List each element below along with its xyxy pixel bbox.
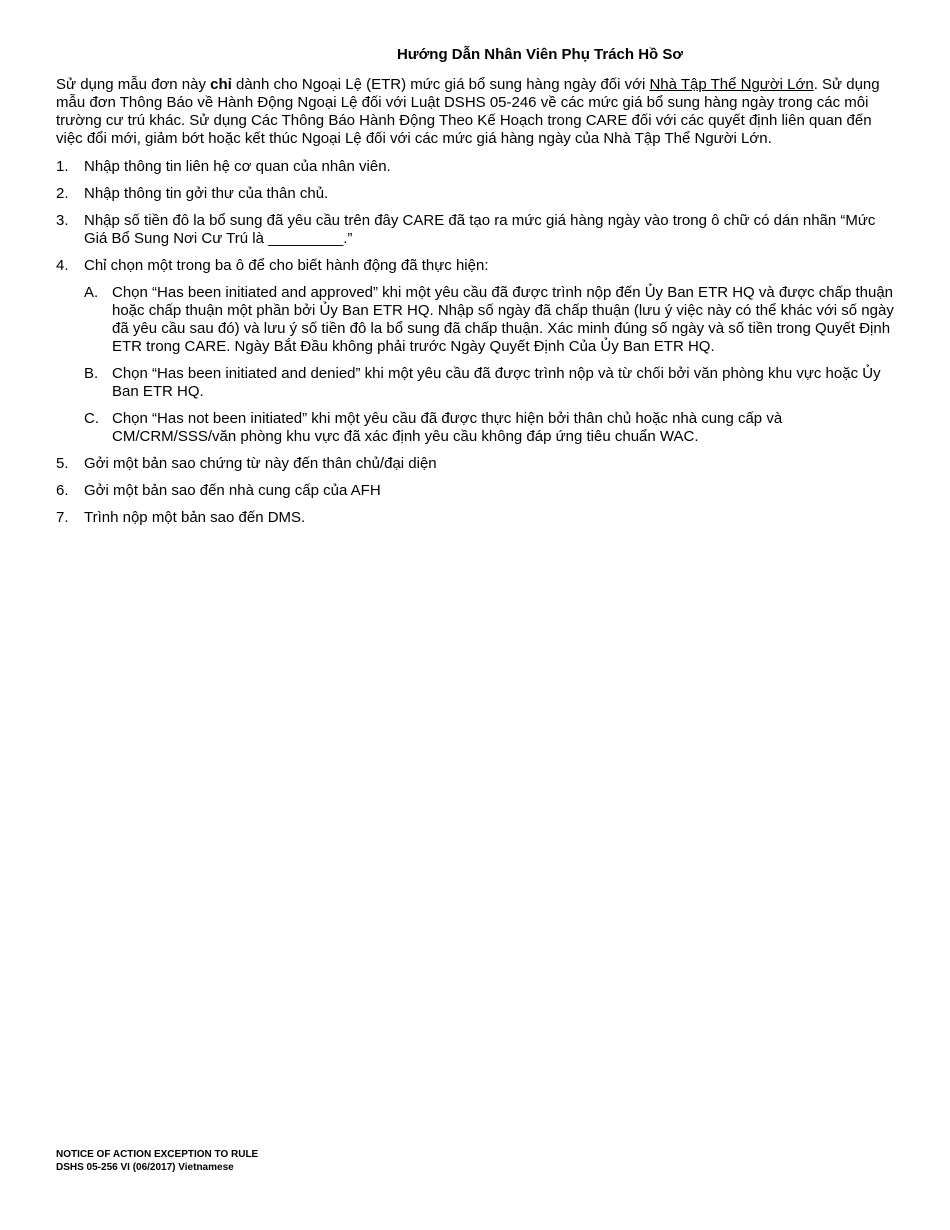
sub-list-item [84,284,894,356]
substep-letter: A. [84,284,99,301]
step-number: 6. [56,482,69,499]
step-text: Nhập số tiền đô la bổ sung đã yêu cầu trên đây CARE đã tạo ra mức giá hàng ngày vào trong ô chữ có dán nhãn “Mức Giá Bổ Sung Nơi Cư Trú là _________.” [84,212,876,247]
substep-text: Chọn “Has not been initiated” khi một yêu cầu đã được thực hiện bởi thân chủ hoặc nhà cung cấp và CM/CRM/SSS/văn phòng khu vực đã xác định yêu cầu không đáp ứng tiêu chuẩn WAC. [112,410,783,445]
intro-text-3: . Sử dụng mẫu đơn Thông Báo về Hành Động Ngoại Lệ đối với Luật DSHS 05-246 về các mức giá bổ sung hàng ngày trong các môi trường cư trú khác. Sử dụng Các Thông Báo Hành Động Theo Kế Hoạch trong CARE đối với các quyết định liên quan đến việc đổi mới, giảm bớt hoặc kết thúc Ngoại Lệ đối với các mức giá hàng ngày của Nhà Tập Thể Người Lớn. [56,76,880,147]
steps-list [56,158,894,527]
step-text: Trình nộp một bản sao đến DMS. [84,509,306,526]
step-text: Chỉ chọn một trong ba ô để cho biết hành động đã thực hiện: [84,257,489,274]
list-item [56,455,894,473]
substep-text: Chọn “Has been initiated and approved” khi một yêu cầu đã được trình nộp đến Ủy Ban ETR HQ và được chấp thuận hoặc chấp thuận một phần bởi Ủy Ban ETR HQ. Nhập số ngày đã chấp thuận (lưu ý việc này có thể khác với số ngày đã yêu cầu sau đó) và lưu ý số tiền đô la bổ sung đã chấp thuận. Xác minh đúng số ngày và số tiền trong Quyết Định ETR trong CARE. Ngày Bắt Đầu không phải trước Ngày Quyết Định Của Ủy Ban ETR HQ. [112,284,894,355]
intro-paragraph [56,76,894,148]
step-number: 2. [56,185,69,202]
substep-letter: B. [84,365,99,382]
intro-text-1: Sử dụng mẫu đơn này [56,76,211,93]
step-number: 5. [56,455,69,472]
substep-text: Chọn “Has been initiated and denied” khi một yêu cầu đã được trình nộp và từ chối bởi văn phòng khu vực hoặc Ủy Ban ETR HQ. [112,365,881,400]
intro-bold-text: chỉ [210,76,232,93]
sub-list-item [84,410,894,446]
step-number: 7. [56,509,69,526]
footer-form-title: NOTICE OF ACTION EXCEPTION TO RULE [56,1149,259,1160]
intro-text-2: dành cho Ngoại Lệ (ETR) mức giá bổ sung hàng ngày đối với [231,76,650,93]
step-number: 3. [56,212,69,229]
form-footer [56,1148,258,1174]
list-item [56,185,894,203]
list-item [56,158,894,176]
intro-underlined-text: Nhà Tập Thể Người Lớn [649,76,814,93]
list-item [56,509,894,527]
step-text: Nhập thông tin liên hệ cơ quan của nhân viên. [84,158,391,175]
step-number: 1. [56,158,69,175]
document-page [56,46,894,536]
list-item [56,257,894,446]
substeps-list [84,284,894,446]
page-title: Hướng Dẫn Nhân Viên Phụ Trách Hồ Sơ [396,46,684,63]
step-text: Nhập thông tin gởi thư của thân chủ. [84,185,329,202]
step-text: Gởi một bản sao chứng từ này đến thân chủ/đại diện [84,455,437,472]
list-item [56,482,894,500]
substep-letter: C. [84,410,99,427]
footer-form-id: DSHS 05-256 VI (06/2017) Vietnamese [56,1162,234,1173]
sub-list-item [84,365,894,401]
list-item [56,212,894,248]
step-number: 4. [56,257,69,274]
step-text: Gởi một bản sao đến nhà cung cấp của AFH [84,482,381,499]
